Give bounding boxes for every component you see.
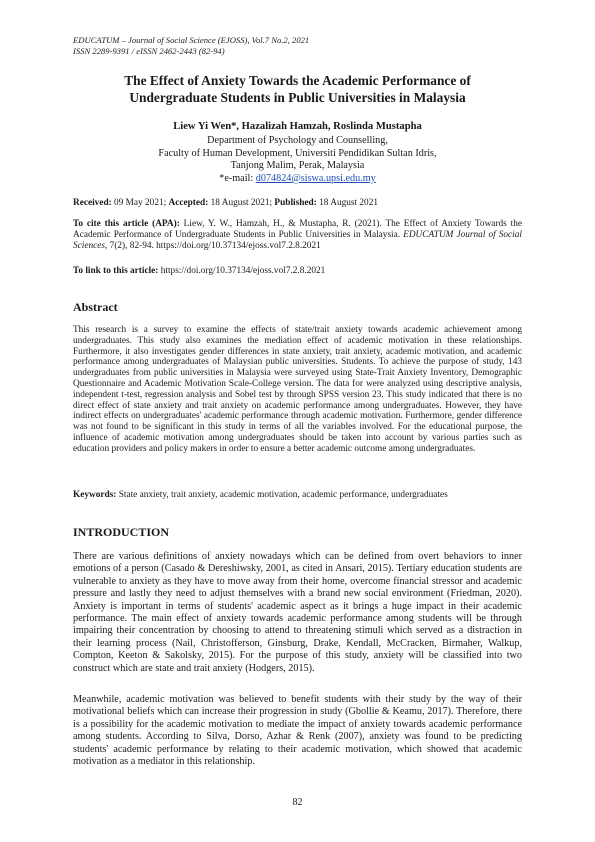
citation-label: To cite this article (APA):: [73, 219, 180, 229]
published-date: 18 August 2021: [316, 198, 379, 208]
email-label: *e-mail:: [219, 172, 256, 184]
introduction-paragraph-2: Meanwhile, academic motivation was believed to benefit students with their study by the way of their motivational beliefs which can increase their progression in study (Gbollie & Keamu, 2017). Therefore, there is a possibility for the academic motivation to mediate the impact of anxiety towards academic performance among students. According to Silva, Dorso, Azhar & Renk (2007), anxiety was found to be predicting students' academic performance by relating to their academic motivation, which showed that academic motivation as a mediator in this relationship.: [73, 694, 522, 768]
affiliation-department: Department of Psychology and Counselling,: [207, 135, 388, 146]
corresponding-email: [60, 173, 535, 186]
title-line-1: The Effect of Anxiety Towards the Academic Performance of: [124, 73, 471, 88]
affiliation-location: Tanjong Malim, Perak, Malaysia: [230, 160, 365, 172]
abstract-text: This research is a survey to examine the effects of state/trait anxiety towards academic achievement among undergraduates. This study also examines the mediation effect of academic motivation in these relationships. Furthermore, it also investigates gender differences in state anxiety, trait anxiety, academic motivation, and academic performance among undergraduates of Malaysian public universities. Students. To achieve the purpose of study, 143 undergraduates from public universities in Malaysia were surveyed using State-Trait Anxiety Inventory, Demographic Questionnaire and Academic Motivation Scale-College version. The data for were analyzed using descriptive analysis, independent t-test, regression analysis and Sobel test by through SPSS version 23. This study indicated that there is no direct effect of state anxiety and trait anxiety on academic performance among undergraduates. However, they have indirect effects on undergraduates' academic performance through academic motivation. Furthermore, gender difference was not found to be significant in this study in terms of all the variables involved. For the educational purpose, the influence of academic motivation among undergraduates should be taken into account by various parties such as education providers and policy makers in order to ensure a better academic outcome among undergraduates.: [73, 325, 522, 454]
introduction-heading: INTRODUCTION: [73, 525, 170, 539]
paper-title: [60, 72, 535, 106]
publication-dates: [73, 198, 522, 209]
received-label: Received:: [73, 198, 112, 208]
article-link-block: [73, 266, 522, 277]
page-number: 82: [292, 797, 303, 808]
article-link[interactable]: https://doi.org/10.37134/ejoss.vol7.2.8.2021: [158, 266, 326, 276]
author-list: Liew Yi Wen*, Hazalizah Hamzah, Roslinda Mustapha: [173, 121, 422, 132]
received-date: 09 May 2021;: [111, 198, 169, 208]
keywords-text: State anxiety, trait anxiety, academic motivation, academic performance, undergraduates: [116, 490, 448, 500]
citation-text-a: Liew, Y. W., Hamzah, H., & Mustapha, R. (2021). The Effect of Anxiety Towards the Academic Performance of Undergraduate Students in Public Universities in Malaysia.: [73, 219, 522, 240]
email-link[interactable]: d074824@siswa.upsi.edu.my: [255, 172, 376, 184]
title-line-2: Undergraduate Students in Public Universities in Malaysia: [129, 90, 466, 105]
published-label: Published:: [274, 198, 317, 208]
citation-journal: EDUCATUM Journal of Social Sciences: [73, 229, 522, 251]
keywords-block: [73, 490, 522, 501]
accepted-date: 18 August 2021;: [208, 198, 275, 208]
issn-header-line: ISSN 2289-9391 / eISSN 2462-2443 (82-94): [73, 46, 225, 56]
keywords-label: Keywords:: [73, 490, 117, 500]
abstract-heading: Abstract: [73, 300, 118, 314]
introduction-paragraph-1: There are various definitions of anxiety nowadays which can be defined from overt behaviors to inner emotions of a person (Casado & Dereshiwsky, 2001, as cited in Ansari, 2015). Tertiary education students are vulnerable to anxiety as they have to move away from their home, overcome financial stressor and academic pressure and lastly they need to adjust themselves with a brand new social environment (Friedman, 2020). Anxiety is important in terms of students' academic aspect as it brings a huge impact in their academic performance. The main effect of anxiety towards academic performance among students will be through impairing their concentration by choosing to attend to threatening stimuli which served as a distraction in their learning process (Nail, Christofferson, Ginsburg, Drake, Kendall, McCracken, Birmaher, Walkup, Compton, Keeton & Sakolsky, 2015). For the purpose of this study, anxiety will be classified into two construct which are state and trait anxiety (Hodgers, 2015).: [73, 551, 522, 674]
journal-header-line: EDUCATUM – Journal of Social Science (EJOSS), Vol.7 No.2, 2021: [73, 35, 310, 45]
affiliation-faculty: Faculty of Human Development, Universiti Pendidikan Sultan Idris,: [158, 147, 437, 159]
link-label: To link to this article:: [73, 266, 159, 276]
accepted-label: Accepted:: [168, 198, 209, 208]
citation-text-b: , 7(2), 82-94. https://doi.org/10.37134/ejoss.vol7.2.8.2021: [105, 240, 321, 251]
affiliation-block: [60, 135, 535, 185]
citation-block: [73, 219, 522, 251]
